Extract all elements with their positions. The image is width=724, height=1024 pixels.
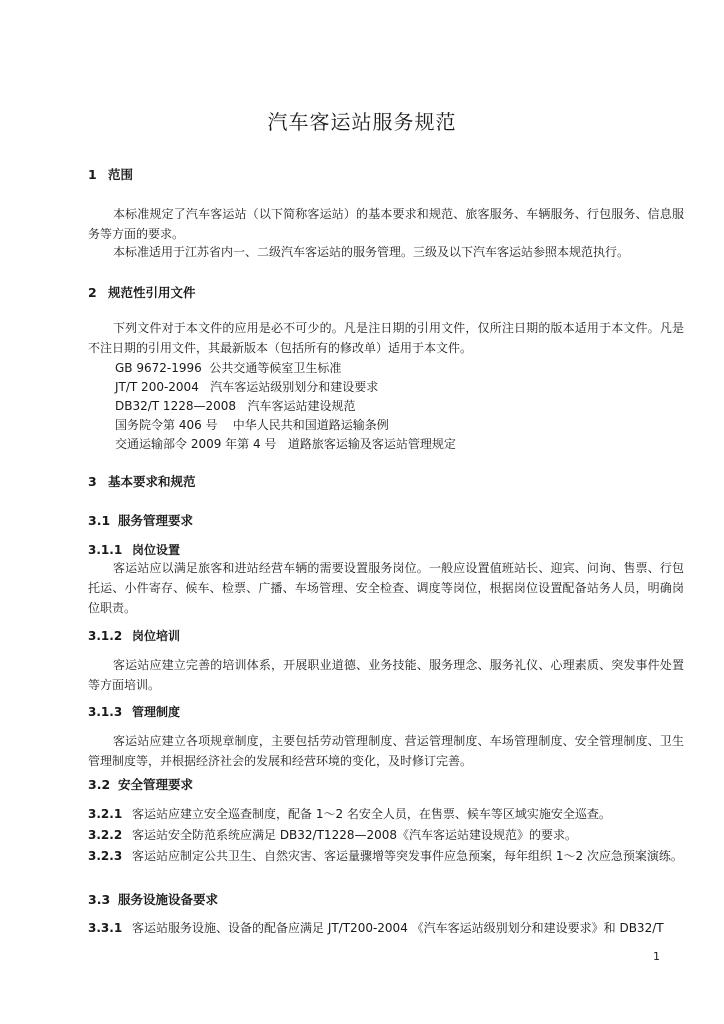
section-title: 基本要求和规范: [108, 474, 196, 489]
section-title: 管理制度: [132, 705, 181, 719]
section-2-paragraph: 下列文件对于本文件的应用是必不可少的。凡是注日期的引用文件，仅所注日期的版本适用于本文件。凡是不注日期的引用文件，其最新版本（包括所有的修改单）适用于本文件。: [88, 321, 684, 355]
section-number: 3.1: [88, 513, 111, 528]
section-title: 安全管理要求: [118, 777, 194, 792]
section-number: 3.3: [88, 892, 111, 907]
clause-3-3-1: [88, 918, 684, 938]
section-3-1-2-paragraph: 客运站应建立完善的培训体系，开展职业道德、业务技能、服务理念、服务礼仪、心理素质、突发事件处置等方面培训。: [88, 658, 684, 692]
section-title: 服务管理要求: [118, 513, 194, 528]
section-1-paragraph-1: 本标准规定了汽车客运站（以下简称客运站）的基本要求和规范、旅客服务、车辆服务、行包服务、信息服务等方面的要求。: [88, 207, 684, 241]
section-number: 3: [88, 474, 97, 489]
section-number: 1: [88, 167, 97, 182]
clause-number: 3.2.1: [88, 807, 123, 821]
document-title: 汽车客运站服务规范: [267, 110, 457, 134]
section-3-1-3-heading: [88, 702, 684, 722]
section-3-heading: [88, 472, 684, 492]
section-title: 岗位培训: [132, 629, 181, 643]
clause-number: 3.2.2: [88, 828, 123, 842]
section-3-1-heading: [88, 511, 684, 531]
reference-item: 交通运输部令 2009 年第 4 号 道路旅客运输及客运站管理规定: [115, 437, 456, 451]
clause-3-2-1: [88, 804, 684, 824]
reference-item: DB32/T 1228—2008 汽车客运站建设规范: [115, 399, 356, 413]
section-2-heading: [88, 283, 684, 303]
section-3-1-3-paragraph: 客运站应建立各项规章制度，主要包括劳动管理制度、营运管理制度、车场管理制度、安全管理制度、卫生管理制度等，并根据经济社会的发展和经营环境的变化，及时修订完善。: [88, 734, 684, 768]
section-title: 服务设施设备要求: [118, 892, 219, 907]
reference-item: 国务院令第 406 号 中华人民共和国道路运输条例: [115, 418, 389, 432]
section-title: 范围: [108, 167, 134, 182]
clause-3-2-2: [88, 825, 684, 845]
clause-text: 客运站应制定公共卫生、自然灾害、客运量骤增等突发事件应急预案，每年组织 1～2 次应急预案演练。: [132, 849, 683, 863]
clause-number: 3.3.1: [88, 921, 123, 935]
clause-number: 3.2.3: [88, 849, 123, 863]
section-3-2-heading: [88, 775, 684, 795]
section-3-1-1-paragraph: 客运站应以满足旅客和进站经营车辆的需要设置服务岗位。一般应设置值班站长、迎宾、问询、售票、行包托运、小件寄存、候车、检票、广播、车场管理、安全检查、调度等岗位，根据岗位设置配备站务人员，明确岗位职责。: [88, 561, 684, 615]
section-title: 岗位设置: [132, 543, 181, 557]
section-1-heading: [88, 165, 684, 185]
section-3-1-2-heading: [88, 626, 684, 646]
section-title: 规范性引用文件: [108, 285, 196, 300]
section-number: 3.1.1: [88, 543, 123, 557]
page-number: 1: [653, 950, 660, 963]
section-3-1-1-heading: [88, 540, 684, 560]
clause-text: 客运站安全防范系统应满足 DB32/T1228—2008《汽车客运站建设规范》的要求。: [132, 828, 578, 842]
reference-item: JT/T 200-2004 汽车客运站级别划分和建设要求: [115, 380, 379, 394]
section-3-3-heading: [88, 890, 684, 910]
section-number: 3.1.3: [88, 705, 123, 719]
clause-text: 客运站应建立安全巡查制度，配备 1～2 名安全人员，在售票、候车等区域实施安全巡查。: [132, 807, 611, 821]
section-number: 2: [88, 285, 97, 300]
reference-item: GB 9672-1996 公共交通等候室卫生标准: [115, 361, 342, 375]
section-number: 3.2: [88, 777, 111, 792]
section-1-paragraph-2: 本标准适用于江苏省内一、二级汽车客运站的服务管理。三级及以下汽车客运站参照本规范执行。: [113, 245, 630, 259]
clause-text: 客运站服务设施、设备的配备应满足 JT/T200-2004 《汽车客运站级别划分和建设要求》和 DB32/T: [132, 921, 664, 935]
clause-3-2-3: [88, 846, 684, 866]
section-number: 3.1.2: [88, 629, 123, 643]
